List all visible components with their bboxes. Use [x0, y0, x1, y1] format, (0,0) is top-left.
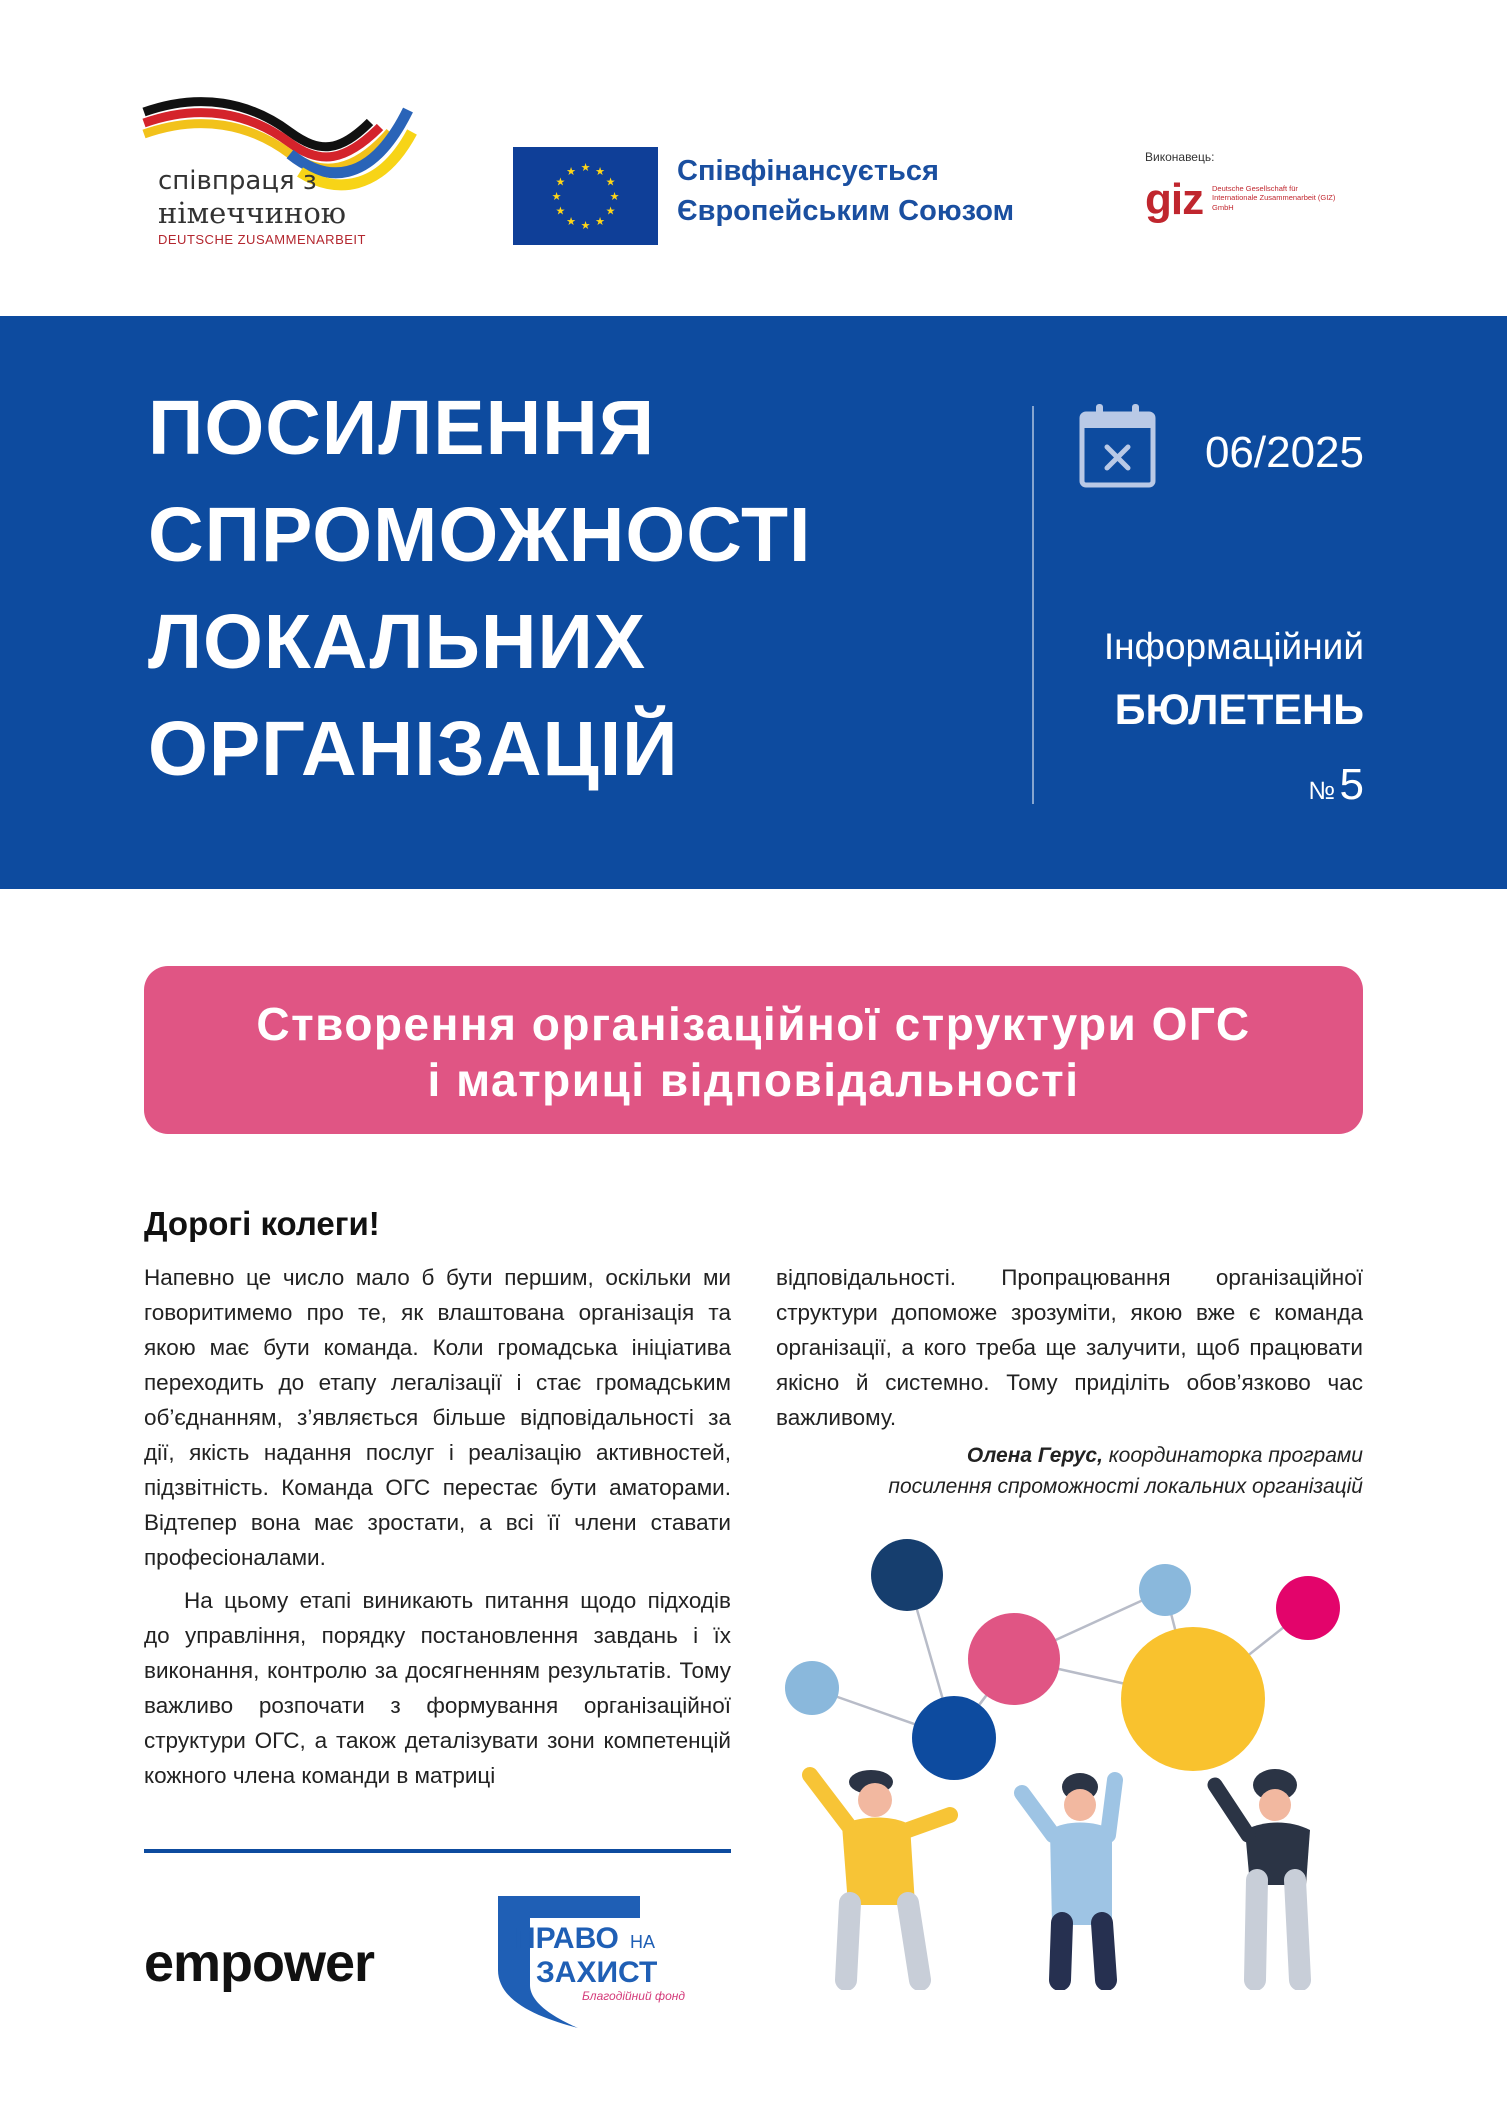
pravo-line1: ПРАВО: [514, 1922, 619, 1955]
issue-number: 5: [1339, 760, 1364, 809]
giz-logo: giz: [1145, 175, 1204, 224]
person-yellow: [810, 1770, 950, 1980]
paragraph-1: Напевно це число мало б бути першим, оскільки ми говоритимемо про те, як влаштована організація та якою має бути команда. Коли громадська ініціатива переходить до етапу легалізації і стає громадським об’єднанням, з’являється більше відповідальності за дії, якість надання послуг і реалізацію активностей, підзвітність. Команда ОГС перестає бути аматорами. Відтепер вона має зростати, а всі її члени ставати професіоналами.: [144, 1265, 731, 1570]
article-column-2: [776, 1260, 1363, 1435]
eu-star-icon: ★: [595, 215, 605, 229]
eu-star-icon: ★: [555, 175, 566, 189]
bulletin-kind: Інформаційний: [1103, 626, 1364, 667]
eu-logo-line1: Співфінансується: [677, 155, 939, 187]
pravo-line2: ЗАХИСТ: [536, 1956, 658, 1989]
pravo-fund: Благодійний фонд: [582, 1989, 685, 2003]
giz-label: Виконавець:: [1145, 150, 1215, 164]
signature-role-1: координаторка програми: [1108, 1444, 1363, 1467]
issue-date: 06/2025: [1204, 428, 1364, 477]
eu-star-icon: ★: [605, 204, 616, 218]
eu-star-icon: ★: [605, 175, 616, 189]
german-logo-line2: німеччиною: [158, 196, 347, 230]
topic-title: [144, 996, 1363, 1108]
eu-logo-line2: Європейським Союзом: [677, 195, 1015, 227]
team-network-illustration: [770, 1525, 1370, 1990]
eu-star-icon: ★: [566, 215, 576, 229]
eu-star-icon: ★: [609, 190, 620, 203]
calendar-icon: [1079, 402, 1156, 488]
article-column-1: [144, 1260, 731, 1793]
bulletin-title: БЮЛЕТЕНЬ: [1114, 686, 1364, 734]
greeting: Дорогі колеги!: [144, 1205, 380, 1242]
paragraph-2: На цьому етапі виникають питання щодо підходів до управління, порядку постановлення завдань і їх виконання, контролю за досягненням результатів. Тому важливо розпочати з формування організаційної структури ОГС, а також деталізувати зони компетенцій кожного члена команди в матриці: [144, 1588, 731, 1788]
title-line-4: ОРГАНІЗАЦІЙ: [148, 706, 679, 792]
signature-role-2: посилення спроможності локальних організацій: [888, 1475, 1363, 1498]
eu-star-icon: ★: [555, 204, 566, 218]
topic-line-2: і матриці відповідальності: [427, 1054, 1080, 1106]
network-node: [785, 1661, 839, 1715]
network-node: [1121, 1627, 1265, 1771]
network-node: [1139, 1564, 1191, 1616]
pravo-na: НА: [630, 1932, 656, 1952]
network-node: [912, 1696, 996, 1780]
empower-logo: empower: [144, 1933, 375, 1993]
eu-star-icon: ★: [566, 164, 576, 178]
german-logo-line1: співпраця з: [158, 166, 317, 196]
german-logo-line3: DEUTSCHE ZUSAMMENARBEIT: [158, 232, 366, 247]
topic-line-1: Створення організаційної структури ОГС: [256, 998, 1251, 1050]
giz-full-name: Deutsche Gesellschaft für Internationale Zusammenarbeit (GIZ) GmbH: [1212, 184, 1336, 212]
network-node: [871, 1539, 943, 1611]
paragraph-3: відповідальності. Пропрацювання організаційної структури допоможе зрозуміти, якою вже є команда організації, а кого треба ще залучити, щоб працювати якісно й системно. Тому приділіть обов’язково час важливому.: [776, 1265, 1363, 1430]
number-sign: №: [1308, 777, 1336, 805]
title-line-2: СПРОМОЖНОСТІ: [148, 492, 812, 578]
eu-star-icon: ★: [580, 219, 591, 232]
person-light-blue: [1022, 1773, 1115, 1980]
signature-name: Олена Герус,: [966, 1444, 1103, 1467]
pravo-na-zakhyst-logo: [490, 1890, 685, 2035]
eu-star-icon: ★: [580, 161, 591, 174]
bulletin-number: [1030, 760, 1364, 810]
page-title: [148, 375, 811, 803]
network-node: [968, 1613, 1060, 1705]
footer-divider: [144, 1849, 731, 1853]
eu-flag-icon: [513, 147, 658, 245]
signature: [776, 1440, 1363, 1502]
network-node: [1276, 1576, 1340, 1640]
person-dark: [1215, 1769, 1310, 1980]
title-line-1: ПОСИЛЕННЯ: [148, 385, 656, 471]
eu-star-icon: ★: [595, 164, 605, 178]
title-line-3: ЛОКАЛЬНИХ: [148, 599, 647, 685]
banner-divider: [1032, 406, 1034, 804]
eu-star-icon: ★: [551, 190, 562, 203]
